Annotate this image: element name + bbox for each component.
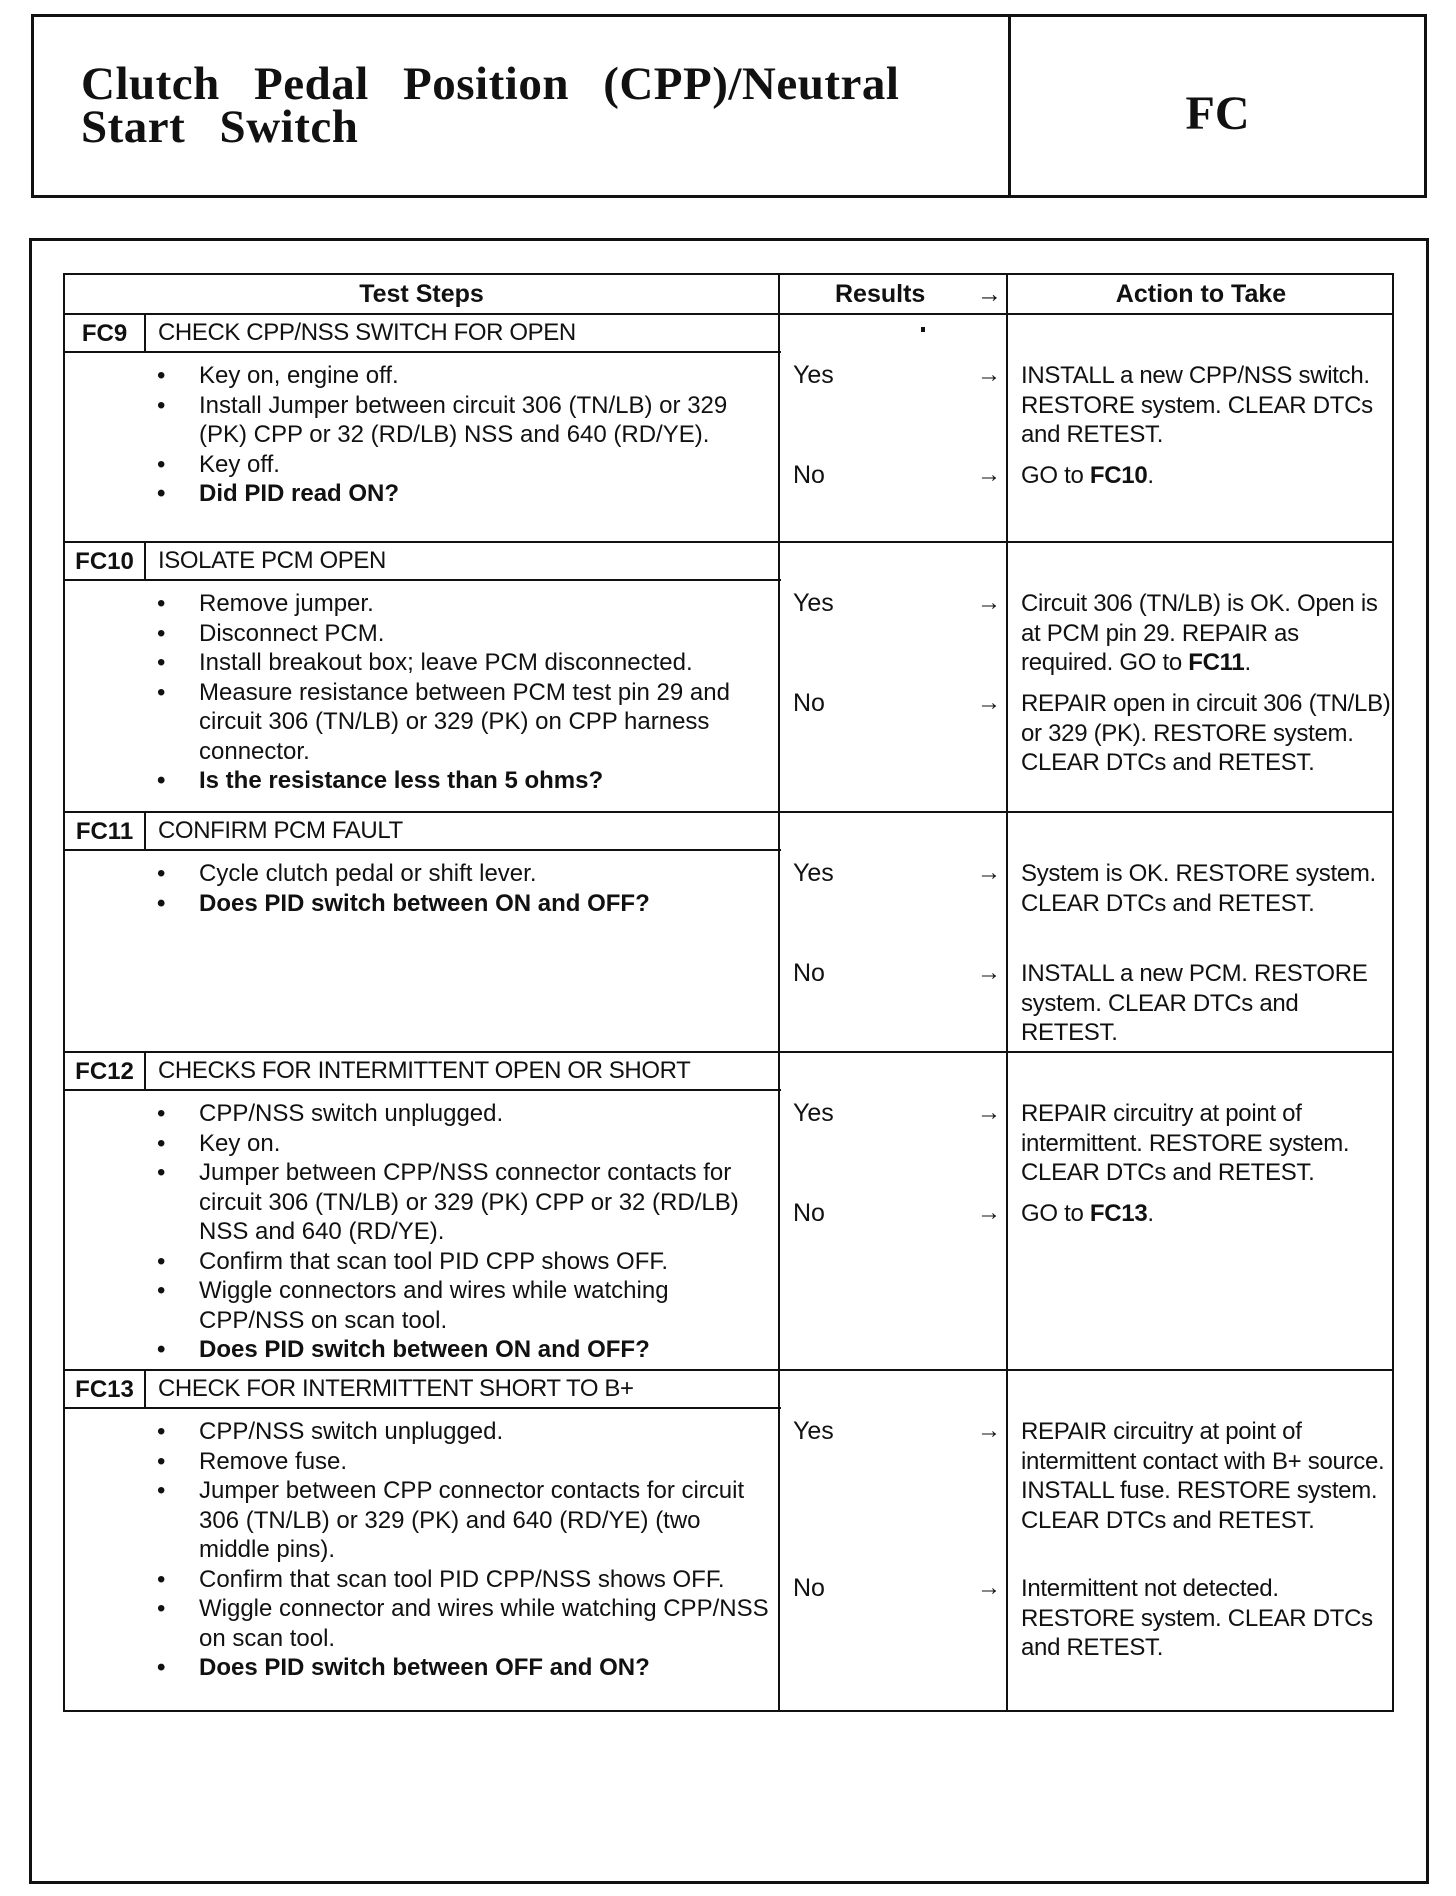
instruction-item: • Key on, engine off. — [157, 361, 777, 391]
action-yes — [1021, 589, 1393, 678]
action-no: REPAIR open in circuit 306 (TN/LB) or 329 (PK). RESTORE system. CLEAR DTCs and RETEST. — [1021, 690, 1391, 776]
arrow-right-icon: → — [977, 1574, 1001, 1601]
instruction-item: • Confirm that scan tool PID CPP shows OFF. — [157, 1247, 777, 1277]
result-no: No — [793, 461, 825, 489]
result-yes: Yes — [793, 361, 834, 389]
step-reference: FC13 — [1089, 1200, 1148, 1227]
header-test-steps: Test Steps — [359, 280, 484, 308]
action-no: INSTALL a new PCM. RESTORE system. CLEAR DTCs and RETEST. — [1021, 960, 1368, 1046]
action-text: GO to — [1021, 1200, 1090, 1227]
step-instructions — [157, 1417, 777, 1683]
step-id: FC9 — [65, 315, 146, 351]
document-header — [31, 14, 1427, 198]
result-no: No — [793, 1574, 825, 1602]
step-header — [65, 1053, 781, 1091]
instruction-item: • Key on. — [157, 1129, 777, 1159]
action-yes: System is OK. RESTORE system. CLEAR DTCs and RETEST. — [1021, 860, 1376, 917]
result-no: No — [793, 1199, 825, 1227]
action-yes: REPAIR circuitry at point of intermittent. RESTORE system. CLEAR DTCs and RETEST. — [1021, 1100, 1350, 1186]
header-results: Results — [835, 280, 926, 308]
action-yes: INSTALL a new CPP/NSS switch. RESTORE system. CLEAR DTCs and RETEST. — [1021, 362, 1373, 448]
instruction-item: • Install breakout box; leave PCM disconnected. — [157, 648, 777, 678]
arrow-right-icon: → — [977, 361, 1001, 388]
arrow-right-icon: → — [977, 859, 1001, 886]
step-question: • Did PID read ON? — [157, 479, 777, 509]
step-reference: FC11 — [1188, 649, 1245, 676]
instruction-item: • Confirm that scan tool PID CPP/NSS shows OFF. — [157, 1565, 777, 1595]
step-instructions — [157, 859, 777, 918]
test-step-fc13 — [65, 1371, 1392, 1710]
arrow-right-icon: → — [977, 1199, 1001, 1226]
instruction-item: • Jumper between CPP/NSS connector contacts for circuit 306 (TN/LB) or 329 (PK) CPP or 32 (RD/LB) NSS and 640 (RD/YE). — [157, 1158, 777, 1247]
step-header — [65, 543, 781, 581]
action-no: Intermittent not detected. RESTORE system. CLEAR DTCs and RETEST. — [1021, 1575, 1373, 1661]
step-reference: FC10 — [1089, 462, 1148, 489]
step-title: CHECK CPP/NSS SWITCH FOR OPEN — [158, 319, 576, 346]
instruction-item: • Wiggle connectors and wires while watching CPP/NSS on scan tool. — [157, 1276, 777, 1335]
step-title: CHECK FOR INTERMITTENT SHORT TO B+ — [158, 1375, 634, 1402]
step-title: ISOLATE PCM OPEN — [158, 547, 386, 574]
title-line-2: Start Switch — [81, 101, 359, 153]
instruction-item: • CPP/NSS switch unplugged. — [157, 1099, 777, 1129]
test-step-fc12 — [65, 1053, 1392, 1371]
step-header — [65, 315, 781, 353]
action-text: Circuit 306 (TN/LB) is OK. Open is at PCM pin 29. REPAIR as required. GO to — [1021, 590, 1378, 676]
step-id: FC12 — [65, 1053, 146, 1089]
instruction-item: • Wiggle connector and wires while watching CPP/NSS on scan tool. — [157, 1594, 777, 1653]
action-text: . — [1147, 462, 1154, 489]
step-question: • Does PID switch between OFF and ON? — [157, 1653, 777, 1683]
title-line-1: Clutch Pedal Position (CPP)/Neutral — [81, 58, 900, 110]
step-instructions — [157, 589, 777, 796]
instruction-item: • Install Jumper between circuit 306 (TN/LB) or 329 (PK) CPP or 32 (RD/LB) NSS and 640 (RD/YE). — [157, 391, 777, 450]
result-yes: Yes — [793, 1099, 834, 1127]
result-yes: Yes — [793, 589, 834, 617]
instruction-item: • Remove fuse. — [157, 1447, 777, 1477]
page-title — [34, 17, 1011, 195]
step-id: FC10 — [65, 543, 146, 579]
diagnostic-table — [63, 273, 1394, 1712]
arrow-right-icon: → — [977, 461, 1001, 488]
step-id: FC13 — [65, 1371, 146, 1407]
result-no: No — [793, 689, 825, 717]
result-no: No — [793, 959, 825, 987]
section-code: FC — [1185, 86, 1250, 140]
action-text: GO to — [1021, 462, 1090, 489]
test-step-fc11 — [65, 813, 1392, 1053]
arrow-right-icon: → — [977, 1417, 1001, 1444]
instruction-item: • Cycle clutch pedal or shift lever. — [157, 859, 777, 889]
header-action: Action to Take — [1115, 280, 1287, 308]
step-header — [65, 1371, 781, 1409]
step-instructions — [157, 361, 777, 509]
arrow-right-icon: → — [977, 959, 1001, 986]
arrow-right-icon: → — [977, 589, 1001, 616]
test-step-fc9 — [65, 315, 1392, 543]
step-instructions — [157, 1099, 777, 1365]
arrow-right-icon: → — [977, 1099, 1001, 1126]
header-results-arrow-icon: → — [977, 280, 1002, 308]
test-step-fc10 — [65, 543, 1392, 813]
instruction-item: • Jumper between CPP connector contacts for circuit 306 (TN/LB) or 329 (PK) and 640 (RD/YE) (two middle pins). — [157, 1476, 777, 1565]
step-header — [65, 813, 781, 851]
instruction-item: • Disconnect PCM. — [157, 619, 777, 649]
instruction-item: • CPP/NSS switch unplugged. — [157, 1417, 777, 1447]
result-yes: Yes — [793, 1417, 834, 1445]
instruction-item: • Remove jumper. — [157, 589, 777, 619]
table-header-row — [65, 275, 1392, 315]
step-id: FC11 — [65, 813, 146, 849]
instruction-item: • Key off. — [157, 450, 777, 480]
result-yes: Yes — [793, 859, 834, 887]
action-no — [1021, 461, 1393, 491]
action-yes: REPAIR circuitry at point of intermittent contact with B+ source. INSTALL fuse. RESTORE system. CLEAR DTCs and RETEST. — [1021, 1418, 1385, 1534]
step-title: CONFIRM PCM FAULT — [158, 817, 403, 844]
arrow-right-icon: → — [977, 689, 1001, 716]
step-title: CHECKS FOR INTERMITTENT OPEN OR SHORT — [158, 1057, 691, 1084]
action-no — [1021, 1199, 1393, 1229]
step-question: • Does PID switch between ON and OFF? — [157, 889, 777, 919]
action-text: . — [1244, 649, 1251, 676]
instruction-item: • Measure resistance between PCM test pin 29 and circuit 306 (TN/LB) or 329 (PK) on CPP harness connector. — [157, 678, 777, 767]
action-text: . — [1147, 1200, 1154, 1227]
step-question: • Does PID switch between ON and OFF? — [157, 1335, 777, 1365]
step-question: • Is the resistance less than 5 ohms? — [157, 766, 777, 796]
